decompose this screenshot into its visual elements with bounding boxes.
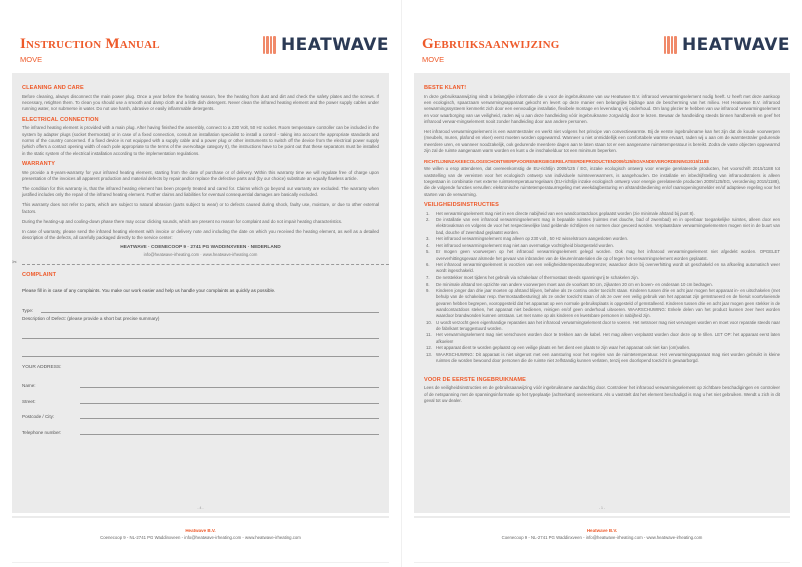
page-dutch bbox=[401, 0, 802, 567]
service-address: HEATWAVE · COENECOOP 9 · 2741 PG WADDINXVEEN · NEDERLAND bbox=[120, 244, 281, 250]
postcode-city-label: Postcode / City: bbox=[22, 414, 55, 420]
complaint-intro: Please fill in in case of any complaints. You make our work easier and help us handle your complaints as quickly as possible. bbox=[22, 287, 276, 293]
list-item: 8. De minimale afstand ten opzichte van andere voorwerpen moet aan de voorkant 50 cm, zijkanten 20 cm en boven- en onderaan 10 cm bedragen. bbox=[426, 281, 713, 287]
list-item: 11. Het verwarmingselement mag niet verschoven worden door te trekken aan de kabel. Het mag alleen verplaatst worden door deze op te tillen. LET OP: het apparaat eerst laten afkoelen! bbox=[426, 332, 780, 344]
telephone-field[interactable] bbox=[22, 423, 379, 435]
heatwave-logo bbox=[664, 34, 790, 56]
page-footer bbox=[12, 516, 389, 550]
list-item: 10. U wordt verzocht geen eigenhandige reparaties aan het infrarood verwarmingselement door te voeren. Het netsnoer mag niet vervangen worden en moet voor reparatie steeds naar de fabrikant teruggestuurd worden. bbox=[426, 319, 780, 331]
list-item: 12. Het apparaat dient te worden geplaatst op een veilige plaats en het dient een plaats te zijn waar het apparaat ook niet kan (om)vallen. bbox=[426, 345, 691, 351]
paragraph: We willen u erop attenderen, dat overeenkomstig de EU-richtlijn 2009/125 / EG, inzake ecologisch ontwerp voor energie gerelateerde producten, het voorschrift 2015/1188 tot vaststelling van de vereisten voor het ecologisch ontwerp van individuele ruimteverwarmers, is aangehouden. De installatie en inbedrijfstelling van infraroodstralers is alleen toegestaan in combinatie met externe ruimtetemperatuurregelaars (EU-richtlijn inzake ecologisch ontwerp voor energie gerelateerde producten 2009/125/EG, verordening 2015/1188), die de volgende functies vervullen: elektronische ruimtetemperatuurregeling met weekdagbesturing en afstandsbediening en/of raamopeningsmelder en/of adaptieve regeling voor het starten van de verwarming. bbox=[424, 166, 780, 197]
list-item: 4. Het infrarood verwarmingselement mag niet aan overmatige vochtigheid blootgesteld worden. bbox=[426, 242, 614, 248]
street-field[interactable] bbox=[22, 392, 379, 404]
safety-list bbox=[424, 211, 780, 365]
name-input-line[interactable] bbox=[80, 387, 379, 388]
your-address-heading: YOUR ADDRESS: bbox=[22, 365, 62, 371]
type-label: Type: bbox=[22, 307, 34, 313]
street-input-line[interactable] bbox=[80, 403, 379, 404]
section-heading-safety: VEILIGHEIDSINSTRUCTIES bbox=[424, 202, 499, 209]
paragraph: Het infrarood verwarmingselement is een warmtestraler en werkt niet volgens het principe van convectiewarmte. Bij de eerste ingebruikname kan het zijn dat de koude voorwerpen (meubels, muren, plafond en vloer) eerst moeten worden opgewarmd. Wanneer u niet onmiddellijk een comfortabele warmte ervaart, raden wij u aan om de warmtestraler gedurende meerdere uren, en wanneer noodzakelijk, ook gedurende meerdere dagen aan te laten staan tot er een aangename ruimtetemperatuur is bereikt. Zodra de vaste objecten opgewarmd zijn zal de ruimte aangenaam warm worden en kunt u de inschakelduur tot een minimum beperken. bbox=[424, 129, 780, 154]
page-number: - 4 - bbox=[197, 506, 204, 510]
list-item: 1. Het verwarmingselement mag niet in een directe nabijheid van een wandcontactdoos geplaatst worden (zie minimale afstand bij punt 8). bbox=[426, 210, 695, 216]
paragraph: We provide a 8-years-warranty for your infrared heating element, starting from the date of purchase or of delivery. Within this warranty time we will regulate free of charge upon presentation of the invoices all apparent production and material defects by repair and/or replace the defective parts and (by our choice) substitute an equally flawless article. bbox=[22, 169, 379, 182]
page-title: Gebruiksaanwijzing bbox=[422, 36, 560, 52]
paragraph: During the heating-up and cooling-down phase there may occur clicking sounds, which are present no reason for complaint and do not impair heating characteristics. bbox=[22, 218, 343, 224]
footer-company: Heatwave B.V. bbox=[185, 528, 216, 533]
footer-company: Heatwave B.V. bbox=[586, 528, 618, 533]
cut-line bbox=[12, 260, 389, 268]
page-subtitle: MOVE bbox=[20, 55, 43, 64]
paragraph: Lees de veiligheidsinstructies en de gebruiksaanwijzing vóór ingebruikname aandachtig door. Controleer het infrarood verwarmingselement op zichtbare beschadigingen en controleer of de netspanning met de spanningsinformatie op het typeplaatje (achterkant) overeenkomt. Als u vaststelt dat het element beschadigd is mag u het niet gebruiken. Wendt u zich in dit geval tot uw dealer. bbox=[424, 385, 780, 403]
heatwave-h-mark-icon bbox=[263, 36, 277, 54]
page-footer bbox=[414, 516, 790, 550]
list-item: 2. De installatie van een infrarood verwarmingselement mag in bepaalde ruimtes (ruimtes met douche, bad of zwembad) en in openbaar toegankelijke ruimtes, alleen door een elektrovakman en volgens de voor het respectievelijke land geldende richtlijnen en normen door gevoerd worden. Verplaatsbare verwarmingselementen mogen niet in de buurt van bad, douche of zwembad geplaatst worden. bbox=[426, 217, 780, 235]
content-panel bbox=[414, 73, 790, 513]
description-input-line[interactable] bbox=[22, 329, 379, 339]
section-heading-welcome: BESTE KLANT! bbox=[424, 85, 467, 91]
scissors-icon: ✂ bbox=[12, 259, 18, 266]
section-heading-electrical: ELECTRICAL CONNECTION bbox=[22, 116, 99, 123]
telephone-label: Telephone number: bbox=[22, 429, 62, 435]
description-input-line-2[interactable] bbox=[22, 347, 379, 357]
paragraph: The condition for this warranty is, that the infrared heating element has been properly treated and cared for. Claims which go beyond our warranty are excluded. The warranty when justified includes only the repair of the infrared heating element. Further claims and liabilities for eventual consequential damages are basically excluded. bbox=[22, 186, 379, 198]
section-heading-cleaning: CLEANING AND CARE bbox=[22, 85, 84, 91]
page-header bbox=[422, 36, 790, 70]
heatwave-h-mark-icon bbox=[664, 36, 678, 54]
postcode-city-field[interactable] bbox=[22, 407, 379, 419]
paragraph: This warranty does not refer to parts, which are subject to natural abrasion (parts subject to wear) or to defects caused during shock, faulty use, moisture, or due to other external factors. bbox=[22, 202, 379, 214]
heatwave-logo bbox=[263, 34, 389, 56]
page-number: - 1 - bbox=[598, 506, 606, 510]
type-input-line[interactable] bbox=[41, 312, 379, 313]
service-contact: info@heatwave-irheating.com · www.heatwave-irheating.com bbox=[143, 251, 258, 257]
section-heading-complaint: COMPLAINT bbox=[22, 271, 57, 278]
paragraph: Before cleaning, always disconnect the main power plug. Once a year before the heating season, free the heating from dust and dirt and check the safety plates and the screws. If necessary, retighten them. To clean you should use a smooth and damp cloth and a little dish detergent. Never clean the infrared heating element and the power supply cables under running water, nor submerse in water. Do not use harsh, abrasive or easily inflammable detergents. bbox=[22, 93, 379, 112]
logo-wordmark: HEATWAVE bbox=[681, 35, 790, 55]
list-item: 13. WAARSCHUWING: Dit apparaat is niet uitgerust met een aansturing voor het regelen van de ruimtetemperatuur. Het verwarmingsapparaat mag niet worden gebruikt in kleine ruimtes die worden bewoond door personen die de ruimte niet zelfstandig kunnen verlaten, tenzij een doorlopend toezicht is gewaarborgd. bbox=[426, 351, 780, 364]
postcode-city-input-line[interactable] bbox=[80, 418, 379, 419]
section-heading-ecodesign: RICHTLIJNINZAKEECOLOGISCHONTWERPVOORENERGIEGERELATEERDEPRODUCTEN2009/125/EGVANDEVERORDENING2015/1188 bbox=[424, 158, 709, 164]
name-field[interactable] bbox=[22, 376, 379, 388]
description-label: Description of Defect: (please provide a short but precise summary) bbox=[22, 316, 160, 322]
street-label: Street: bbox=[22, 398, 36, 404]
list-item: 3. Het infrarood verwarmingselement mag alleen op 230 volt , 50 Hz wisselstroom aangesloten worden. bbox=[426, 236, 629, 242]
dashed-divider bbox=[22, 264, 389, 265]
paragraph: The infrared heating element is provided with a main plug. After having finished the assembly, connect to a 230 Volt, 50 Hz socket. Room temperature controller can be included in the system by adapter plugs (socket thermostat) or in case of a fixed connection, consult an installation specialist to install a control - taking into account the appropriate standards and norms of the country concerned. If a fixed device is not equipped with a supply cable and a power plug or other instruments to switch off the device from the electrical power supply (which offers a contact opening width of each pole appropriate to the terms of the overvoltage category II), the instructions have to be point out that these separators must be installed in the static system of the electrical installation according to the implementation regulations. bbox=[22, 125, 379, 156]
section-heading-warranty: WARRANTY bbox=[22, 161, 56, 168]
list-item: 7. De netstekker moet tijdens het gebruik via schakelaar of thermostaat steeds spanningvrij te schakelen zijn. bbox=[426, 275, 639, 281]
list-item: 6. Het infrarood verwarmingselement is voorzien van een veiligheidstemperatuurbegrenzer, waardoor deze bij oververhitting wordt uit geschakeld en na afkoeling automatisch weer wordt ingeschakeld. bbox=[426, 262, 780, 274]
footer-divider bbox=[414, 562, 790, 563]
content-panel bbox=[12, 73, 389, 513]
paragraph: In case of warranty, please send the infrared heating element with invoice or delivery note and including the date on which you received the heating element, as well as a detailed description of the defects, all carefully packaged directly to the service center: bbox=[22, 228, 379, 240]
list-item: 5. Er mogen geen voorwerpen op het infrarood verwarmingselement gelegd worden. Ook mag het infrarood verwarmingselement niet afgedekt worden. OPGELET oververhittingsgevaar alsmede het gevaar van inbranden van de kleuren/materialen die op of tegen het verwarmingselement worden geplaatst. bbox=[426, 249, 780, 261]
page-header bbox=[20, 36, 389, 70]
page-title: Instruction Manual bbox=[20, 36, 160, 52]
logo-wordmark: HEATWAVE bbox=[280, 35, 389, 55]
footer-address: Coenecoop 9 - NL-2741 PG Waddinxveen - info@heatwave-irheating.com - www.heatwave-irheating.com bbox=[100, 534, 301, 540]
telephone-input-line[interactable] bbox=[80, 434, 379, 435]
list-item: 9. Kinderen jonger dan drie jaar moeten op afstand blijven, behalve als ze continu onder toezicht staan. Kinderen tussen drie en acht jaar mogen het apparaat in- en uitschakelen (met behulp van de schakelaar resp. thermostaatbesturing) als ze onder toezicht staan of als ze over een veilig gebruik van het apparaat zijn geïnstrueerd en de hieruit voortvloeiende gevaren hebben begrepen, vooropgesteld dat het apparaat op een normale gebruiksplaats is opgesteld of geïnstalleerd. Kinderen tussen drie en acht jaar mogen geen stekker in de wandcontactdoos steken, het apparaat niet bedienen, reinigen en/of geen onderhoud uitvoeren. WAARSCHUWING: Enkele delen van het product kunnen zeer heet worden waardoor brandwonden kunnen ontstaan. Let met name op als kinderen en kwetsbare personen in nabijheid zijn. bbox=[426, 288, 780, 319]
footer-divider bbox=[12, 562, 389, 563]
footer-address: Coenecoop 9 - NL-2741 PG Waddinxveen - info@heatwave-irheating.com - www.heatwave-irheating.com bbox=[501, 534, 703, 540]
type-field[interactable] bbox=[22, 301, 379, 313]
name-label: Name: bbox=[22, 383, 36, 389]
paragraph: In deze gebruiksaanwijzing vindt u belangrijke informatie die u voor de ingebruikname van uw Heatwave B.V. infrarood verwarmingselement nodig heeft. U heeft met deze aankoop een ecologisch, spaarzaam verwarmingsapparaat gekocht en levert op deze manier een belangrijke bijdrage aan de bescherming van het milieu. Het Heatwave B.V. infrarood verwarmingssysteem kenmerkt zich door een eenvoudige installatie, flexibele montage en levenslang vrij onderhoud. Om lang plezier te hebben van uw infrarood verwarmingselement en voor waarborging van uw veiligheid, raden wij u aan deze handleiding vóór ingebruikname zorgvuldig door te lezen. Bewaar de handleiding steeds binnen handbereik en geef het infrarood verwar-mingselement nooit zonder handleiding door aan andere personen. bbox=[424, 93, 780, 125]
page-subtitle: MOVE bbox=[422, 55, 445, 64]
section-heading-first-use: VOOR DE EERSTE INGEBRUIKNAME bbox=[424, 376, 526, 383]
